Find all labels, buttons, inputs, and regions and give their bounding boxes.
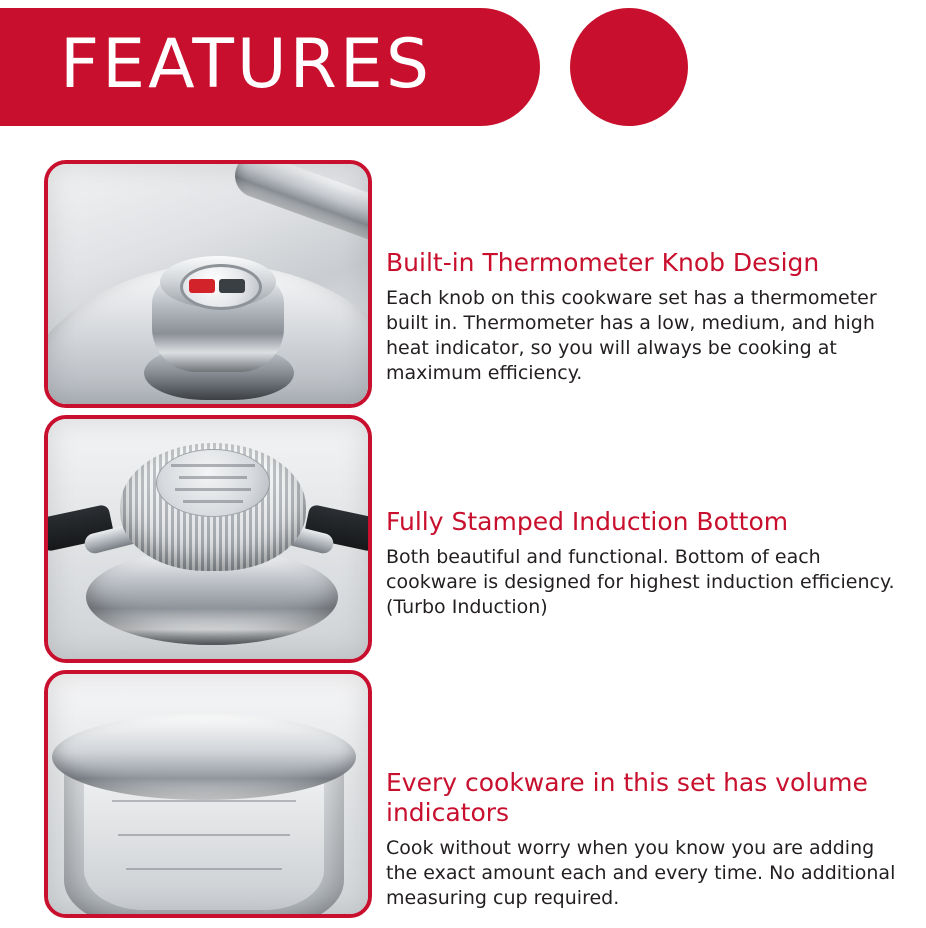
feature-body: Both beautiful and functional. Bottom of each cookware is designed for highest induction efficiency. (Turbo Induction) [386,546,895,618]
feature-row-thermometer-knob [0,160,926,405]
feature-title: Fully Stamped Induction Bottom [386,507,789,536]
feature-row-induction-bottom [0,415,926,660]
header-dot-shape [570,8,688,126]
pot-interior-illustration [48,674,368,914]
lid-thermometer-illustration [48,164,368,404]
feature-body: Each knob on this cookware set has a thermometer built in. Thermometer has a low, medium, and high heat indicator, so you will always be cooking at maximum efficiency. [386,287,877,384]
features-header [0,0,926,132]
page-title: FEATURES [60,25,433,104]
feature-image-thermometer-knob [44,160,372,408]
induction-bottom-illustration [48,419,368,659]
feature-image-induction-bottom [44,415,372,663]
induction-stamp-mark [156,449,270,517]
feature-image-volume-indicators [44,670,372,918]
feature-row-volume-indicators [0,670,926,915]
feature-text-volume-indicators [386,768,906,911]
feature-text-thermometer-knob [386,248,906,386]
feature-title: Built-in Thermometer Knob Design [386,248,820,277]
feature-title: Every cookware in this set has volume indicators [386,768,868,827]
feature-body: Cook without worry when you know you are adding the exact amount each and every time. No additional measuring cup required. [386,837,896,909]
feature-text-induction-bottom [386,507,906,620]
thermometer-dial-icon [180,264,262,310]
